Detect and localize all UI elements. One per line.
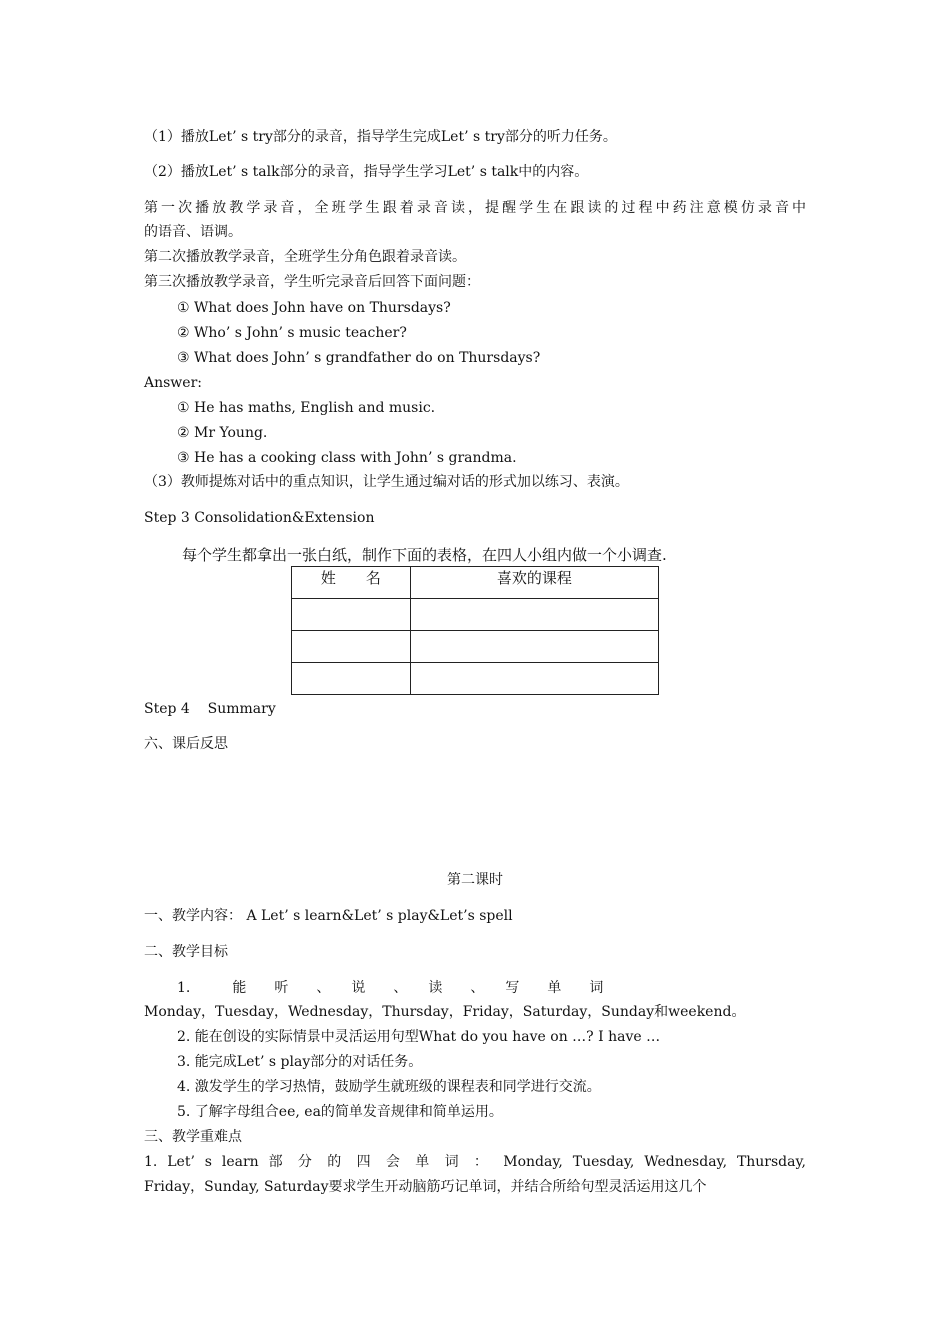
answer-2: ② Mr Young. <box>177 425 268 441</box>
table-cell <box>292 631 411 663</box>
difficulty-1-line-1: 1. Let’ s learn 部 分 的 四 会 单 词 ： Monday, Tuesday, Wednesday, Thursday, <box>144 1154 806 1170</box>
survey-table <box>291 566 659 695</box>
reflection-heading: 六、课后反思 <box>144 736 228 752</box>
step2-line-1: （1）播放Let’ s try部分的录音，指导学生完成Let’ s try部分的听力任务。 <box>144 129 617 145</box>
answer-3: ③ He has a cooking class with John’ s grandma. <box>177 450 517 466</box>
lesson-title: 第二课时 <box>447 872 503 888</box>
answer-1: ① He has maths, English and music. <box>177 400 436 416</box>
table-cell <box>410 663 658 695</box>
question-2: ② Who’ s John’ s music teacher? <box>177 325 407 341</box>
goal-1-line-1: 1. 能 听 、 说 、 读 、 写 单 词 <box>177 980 604 996</box>
step2-line-2: （2）播放Let’ s talk部分的录音，指导学生学习Let’ s talk中的内容。 <box>144 164 589 180</box>
difficulty-1-line-2: Friday，Sunday, Saturday要求学生开动脑筋巧记单词，并结合所给句型灵活运用这几个 <box>144 1179 707 1195</box>
table-header-row <box>292 567 659 599</box>
difficulty-heading: 三、教学重难点 <box>144 1129 242 1145</box>
table-cell <box>292 663 411 695</box>
survey-intro: 每个学生都拿出一张白纸，制作下面的表格，在四人小组内做一个小调查. <box>182 546 667 564</box>
table-row <box>292 663 659 695</box>
table-cell <box>410 599 658 631</box>
table-row <box>292 631 659 663</box>
point-3: （3）教师提炼对话中的重点知识，让学生通过编对话的形式加以练习、表演。 <box>144 474 629 490</box>
table-cell <box>410 631 658 663</box>
goal-1-line-2: Monday，Tuesday，Wednesday，Thursday，Friday，Saturday，Sunday和weekend。 <box>144 1004 746 1020</box>
header-favorite-subject: 喜欢的课程 <box>410 567 658 599</box>
paragraph-third-play: 第三次播放教学录音，学生听完录音后回答下面问题： <box>144 274 480 290</box>
goals-heading: 二、教学目标 <box>144 944 228 960</box>
step4-heading: Step 4 Summary <box>144 701 276 717</box>
teaching-content: 一、教学内容： A Let’ s learn&Let’ s play&Let’s spell <box>144 908 513 924</box>
question-1: ① What does John have on Thursdays? <box>177 300 451 316</box>
goal-3: 3. 能完成Let’ s play部分的对话任务。 <box>177 1054 423 1070</box>
paragraph-first-play-cont: 的语音、语调。 <box>144 224 242 240</box>
answer-label: Answer: <box>144 375 202 391</box>
table-cell <box>292 599 411 631</box>
goal-2: 2. 能在创设的实际情景中灵活运用句型What do you have on …? I have … <box>177 1029 661 1045</box>
header-name: 姓 名 <box>292 567 411 599</box>
goal-5: 5. 了解字母组合ee, ea的简单发音规律和简单运用。 <box>177 1104 503 1120</box>
goal-4: 4. 激发学生的学习热情，鼓励学生就班级的课程表和同学进行交流。 <box>177 1079 601 1095</box>
step3-heading: Step 3 Consolidation&Extension <box>144 510 375 526</box>
table-row <box>292 599 659 631</box>
paragraph-second-play: 第二次播放教学录音，全班学生分角色跟着录音读。 <box>144 249 466 265</box>
question-3: ③ What does John’ s grandfather do on Thursdays? <box>177 350 541 366</box>
paragraph-first-play: 第一次播放教学录音，全班学生跟着录音读，提醒学生在跟读的过程中药注意模仿录音中 <box>144 200 806 216</box>
